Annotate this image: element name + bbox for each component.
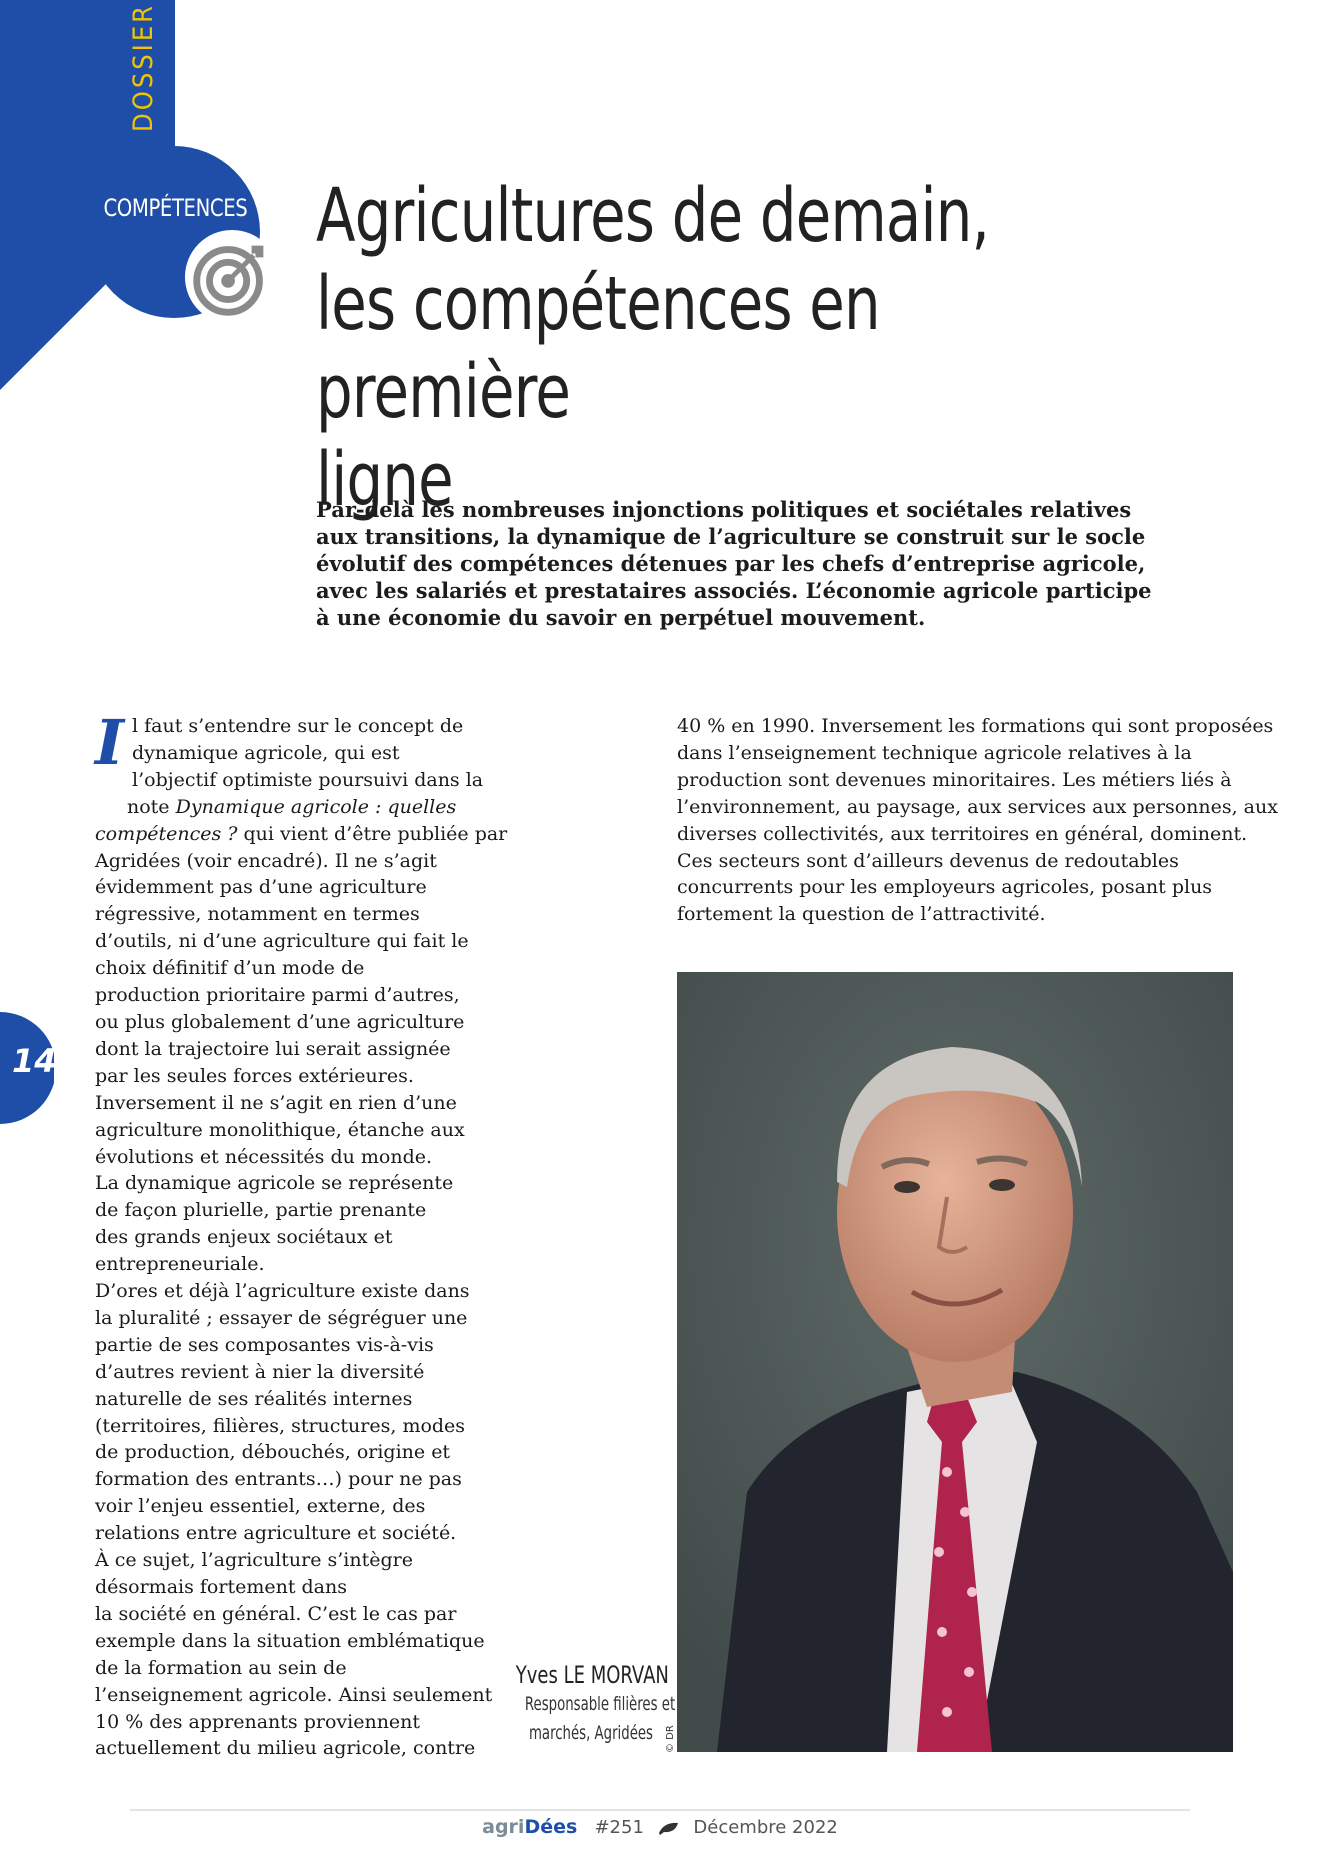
text-line: production sont devenues minoritaires. Les métiers liés à xyxy=(677,768,1232,791)
text-line: l faut s’entendre sur le concept de xyxy=(132,715,464,737)
body-column-right xyxy=(677,713,1278,928)
text-line: note Dynamique agricole : quelles xyxy=(127,795,457,818)
issue-date: Décembre 2022 xyxy=(693,1817,838,1838)
text-line: d’outils, ni d’une agriculture qui fait le xyxy=(95,930,469,953)
title-line: les compétences en première xyxy=(316,261,880,435)
portrait-photo xyxy=(677,972,1233,1752)
text-line: formation des entrants…) pour ne pas xyxy=(95,1468,462,1491)
text-line: de la formation au sein de xyxy=(95,1656,347,1679)
text-line: la société en général. C’est le cas par xyxy=(95,1602,457,1625)
text-line: D’ores et déjà l’agriculture existe dans xyxy=(95,1280,470,1303)
title-line: ligne xyxy=(316,437,453,523)
leaf-icon xyxy=(658,1821,680,1835)
text-line: entrepreneuriale. xyxy=(95,1253,265,1276)
caption-name: Yves LE MORVAN xyxy=(515,1661,669,1689)
text-line: actuellement du milieu agricole, contre xyxy=(95,1737,476,1760)
text-line: l’enseignement agricole. Ainsi seulement xyxy=(95,1683,493,1706)
text-line: de production, débouchés, origine et xyxy=(95,1441,451,1464)
dossier-label: DOSSIER xyxy=(128,2,159,132)
text-line: l’objectif optimiste poursuivi dans la xyxy=(132,768,484,791)
caption-role: Responsable filières et xyxy=(524,1693,676,1715)
text-line: choix définitif d’un mode de xyxy=(95,957,365,980)
target-icon xyxy=(183,228,281,326)
text-line: dynamique agricole, qui est xyxy=(132,741,400,764)
text-line: la pluralité ; essayer de ségréguer une xyxy=(95,1306,468,1329)
text-line: (territoires, filières, structures, modes xyxy=(95,1414,466,1437)
text-line: production prioritaire parmi d’autres, xyxy=(95,984,460,1007)
text-line: par les seules forces extérieures. xyxy=(95,1064,414,1087)
title-line: Agricultures de demain, xyxy=(316,173,990,259)
text-line: diverses collectivités, aux territoires en général, dominent. xyxy=(677,822,1248,845)
text-line: fortement la question de l’attractivité. xyxy=(677,903,1046,926)
text-line: 40 % en 1990. Inversement les formations qui sont proposées xyxy=(677,715,1274,737)
text-line: voir l’enjeu essentiel, externe, des xyxy=(95,1495,426,1518)
text-line: des grands enjeux sociétaux et xyxy=(95,1226,393,1249)
brand-part: agri xyxy=(482,1816,525,1838)
text-line: compétences ? qui vient d’être publiée par xyxy=(95,822,508,845)
page-footer xyxy=(0,1816,1320,1838)
text-line: exemple dans la situation emblématique xyxy=(95,1629,485,1652)
article-title xyxy=(316,172,1080,524)
text-line: agriculture monolithique, étanche aux xyxy=(95,1118,465,1141)
text-line: 10 % des apprenants proviennent xyxy=(95,1710,421,1733)
article-lead: Par-delà les nombreuses injonctions politiques et sociétales relatives aux transitions, la dynamique de l’agriculture se construit sur le socle évolutif des compétences détenues par les chefs d’entreprise agricole, avec les salariés et prestataires associés. L’économie agricole participe à une économie du savoir en perpétuel mouvement. xyxy=(316,497,1152,630)
theme-label: COMPÉTENCES xyxy=(103,194,248,222)
text-line: La dynamique agricole se représente xyxy=(95,1172,454,1195)
brand-part: Dées xyxy=(524,1816,578,1838)
drop-cap: I xyxy=(95,706,125,779)
footer-divider xyxy=(130,1809,1190,1811)
text-line: de façon plurielle, partie prenante xyxy=(95,1199,427,1222)
text-line: évolutions et nécessités du monde. xyxy=(95,1145,433,1168)
photo-credit xyxy=(662,1723,676,1753)
text-line: partie de ses composantes vis-à-vis xyxy=(95,1333,434,1356)
text-line: l’environnement, au paysage, aux services aux personnes, aux xyxy=(677,795,1278,818)
svg-text:© DR: © DR xyxy=(665,1725,676,1753)
magazine-brand xyxy=(482,1816,577,1838)
text-line: relations entre agriculture et société. xyxy=(95,1522,457,1545)
text-line: d’autres revient à nier la diversité xyxy=(95,1360,425,1383)
text-line: dans l’enseignement technique agricole relatives à la xyxy=(677,741,1192,764)
issue-number: #251 xyxy=(594,1817,644,1838)
text-line: concurrents pour les employeurs agricoles, posant plus xyxy=(677,876,1213,899)
text-line: Inversement il ne s’agit en rien d’une xyxy=(95,1091,457,1114)
text-line: dont la trajectoire lui serait assignée xyxy=(95,1037,451,1060)
text-line: Ces secteurs sont d’ailleurs devenus de redoutables xyxy=(677,849,1179,872)
text-line: ou plus globalement d’une agriculture xyxy=(95,1010,465,1033)
text-line: À ce sujet, l’agriculture s’intègre xyxy=(95,1549,413,1572)
body-column-left xyxy=(95,706,508,1762)
text-line: évidemment pas d’une agriculture xyxy=(95,876,427,899)
page-number: 14 xyxy=(12,1042,57,1080)
text-line: désormais fortement dans xyxy=(95,1576,347,1598)
text-line: régressive, notamment en termes xyxy=(95,903,420,926)
text-line: Agridées (voir encadré). Il ne s’agit xyxy=(95,849,437,872)
caption-role: marchés, Agridées xyxy=(528,1722,653,1744)
text-line: naturelle de ses réalités internes xyxy=(95,1387,413,1410)
